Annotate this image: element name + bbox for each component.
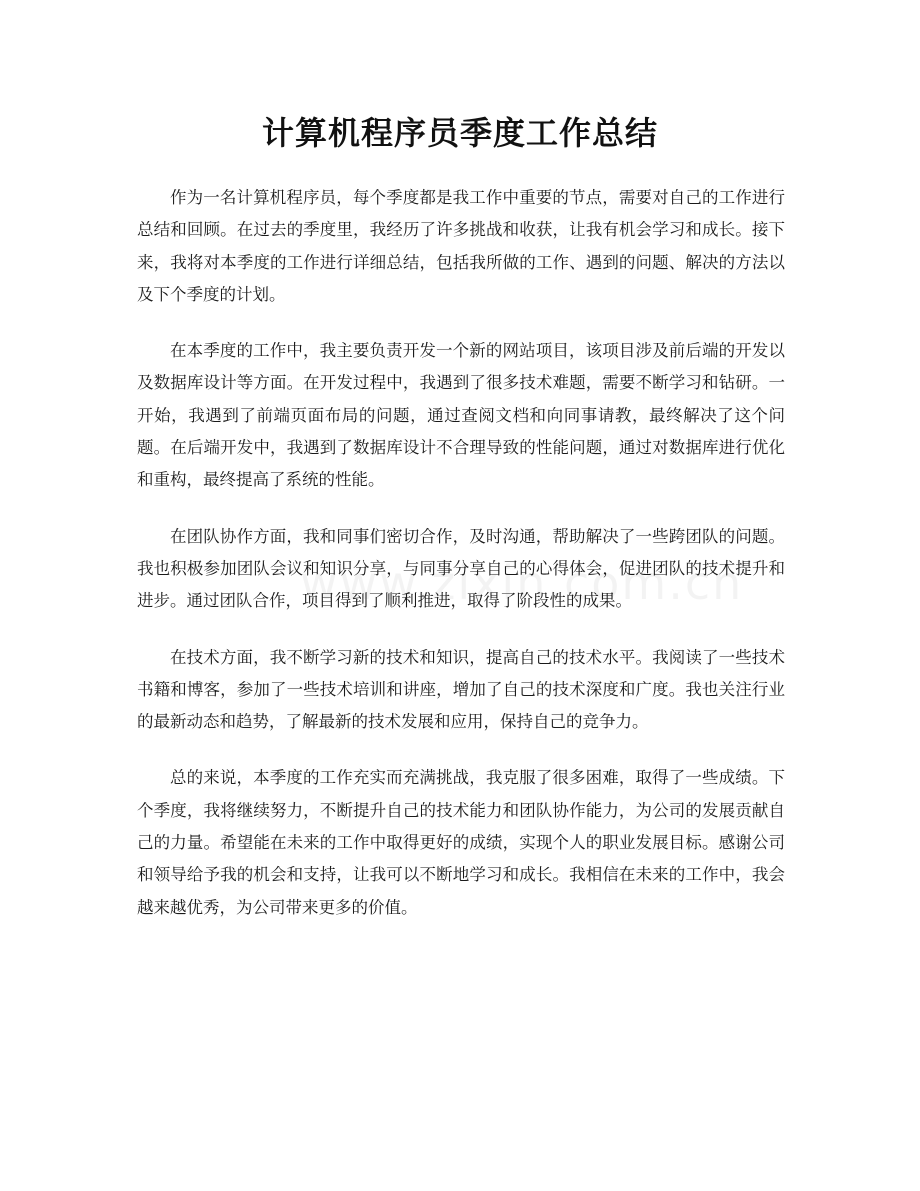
paragraph-3: 在团队协作方面，我和同事们密切合作，及时沟通，帮助解决了一些跨团队的问题。我也积极参加团队会议和知识分享，与同事分享自己的心得体会，促进团队的技术提升和进步。通过团队合作，项目得到了顺利推进，取得了阶段性的成果。: [137, 526, 785, 611]
paragraph-1: 作为一名计算机程序员，每个季度都是我工作中重要的节点，需要对自己的工作进行总结和回顾。在过去的季度里，我经历了许多挑战和收获，让我有机会学习和成长。接下来，我将对本季度的工作进行详细总结，包括我所做的工作、遇到的问题、解决的方法以及下个季度的计划。: [137, 188, 785, 304]
paragraph-4: 在技术方面，我不断学习新的技术和知识，提高自己的技术水平。我阅读了一些技术书籍和博客，参加了一些技术培训和讲座，增加了自己的技术深度和广度。我也关注行业的最新动态和趋势，了解最新的技术发展和应用，保持自己的竞争力。: [137, 647, 785, 732]
paragraph-2: 在本季度的工作中，我主要负责开发一个新的网站项目，该项目涉及前后端的开发以及数据库设计等方面。在开发过程中，我遇到了很多技术难题，需要不断学习和钻研。一开始，我遇到了前端页面布局的问题，通过查阅文档和向同事请教，最终解决了这个问题。在后端开发中，我遇到了数据库设计不合理导致的性能问题，通过对数据库进行优化和重构，最终提高了系统的性能。: [137, 341, 785, 490]
document-body: [137, 182, 785, 948]
document-title: 计算机程序员季度工作总结: [261, 114, 658, 152]
paragraph-5: 总的来说，本季度的工作充实而充满挑战，我克服了很多困难，取得了一些成绩。下个季度，我将继续努力，不断提升自己的技术能力和团队协作能力，为公司的发展贡献自己的力量。希望能在未来的工作中取得更好的成绩，实现个人的职业发展目标。感谢公司和领导给予我的机会和支持，让我可以不断地学习和成长。我相信在未来的工作中，我会越来越优秀，为公司带来更多的价值。: [137, 768, 785, 917]
